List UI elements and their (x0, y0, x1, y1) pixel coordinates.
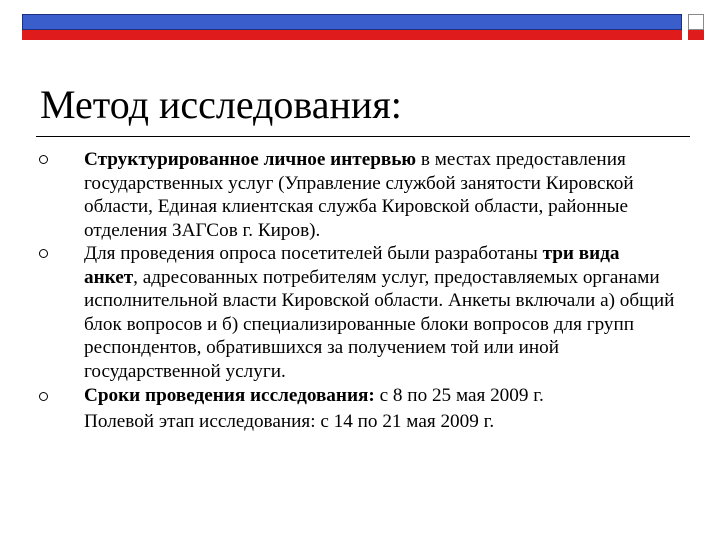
hollow-circle-bullet-icon (39, 392, 48, 401)
slide-title: Метод исследования: (40, 82, 402, 127)
bullet-text-after: , адресованных потребителям услуг, предоставляемых органами исполнительной власти Кировской области. Анкеты включали а) общий блок вопросов и б) специализированные блоки вопросов для групп респондентов, обратившихся за получением той или иной государственной услуги. (84, 266, 675, 382)
bullet-item-questionnaires (36, 242, 676, 383)
header-decor-blue-bar (22, 14, 682, 30)
bullet-text: с 8 по 25 мая 2009 г. (374, 385, 544, 406)
bullet-bold-mid: три вида анкет (84, 243, 620, 288)
bullet-bold-lead: Структурированное личное интервью (84, 149, 417, 170)
bullet-list (36, 148, 676, 435)
bullet-text: в местах предоставления государственных услуг (Управление службой занятости Кировской области, Единая клиентская служба Кировской области, районные отделения ЗАГСов г. Киров). (84, 149, 634, 241)
header-decor-corner-square (688, 14, 704, 30)
hollow-circle-bullet-icon (39, 155, 48, 164)
header-decor-red-bar (22, 30, 682, 40)
bullet-item-dates (36, 383, 676, 435)
bullet-text-line2: Полевой этап исследования: с 14 по 21 мая 2009 г. (84, 411, 495, 432)
header-decor-corner-red (688, 30, 704, 40)
bullet-bold-lead: Сроки проведения исследования: (84, 385, 375, 406)
bullet-item-interview (36, 148, 676, 242)
bullet-text-before: Для проведения опроса посетителей были разработаны (84, 243, 543, 264)
hollow-circle-bullet-icon (39, 249, 48, 258)
title-divider (36, 136, 690, 137)
